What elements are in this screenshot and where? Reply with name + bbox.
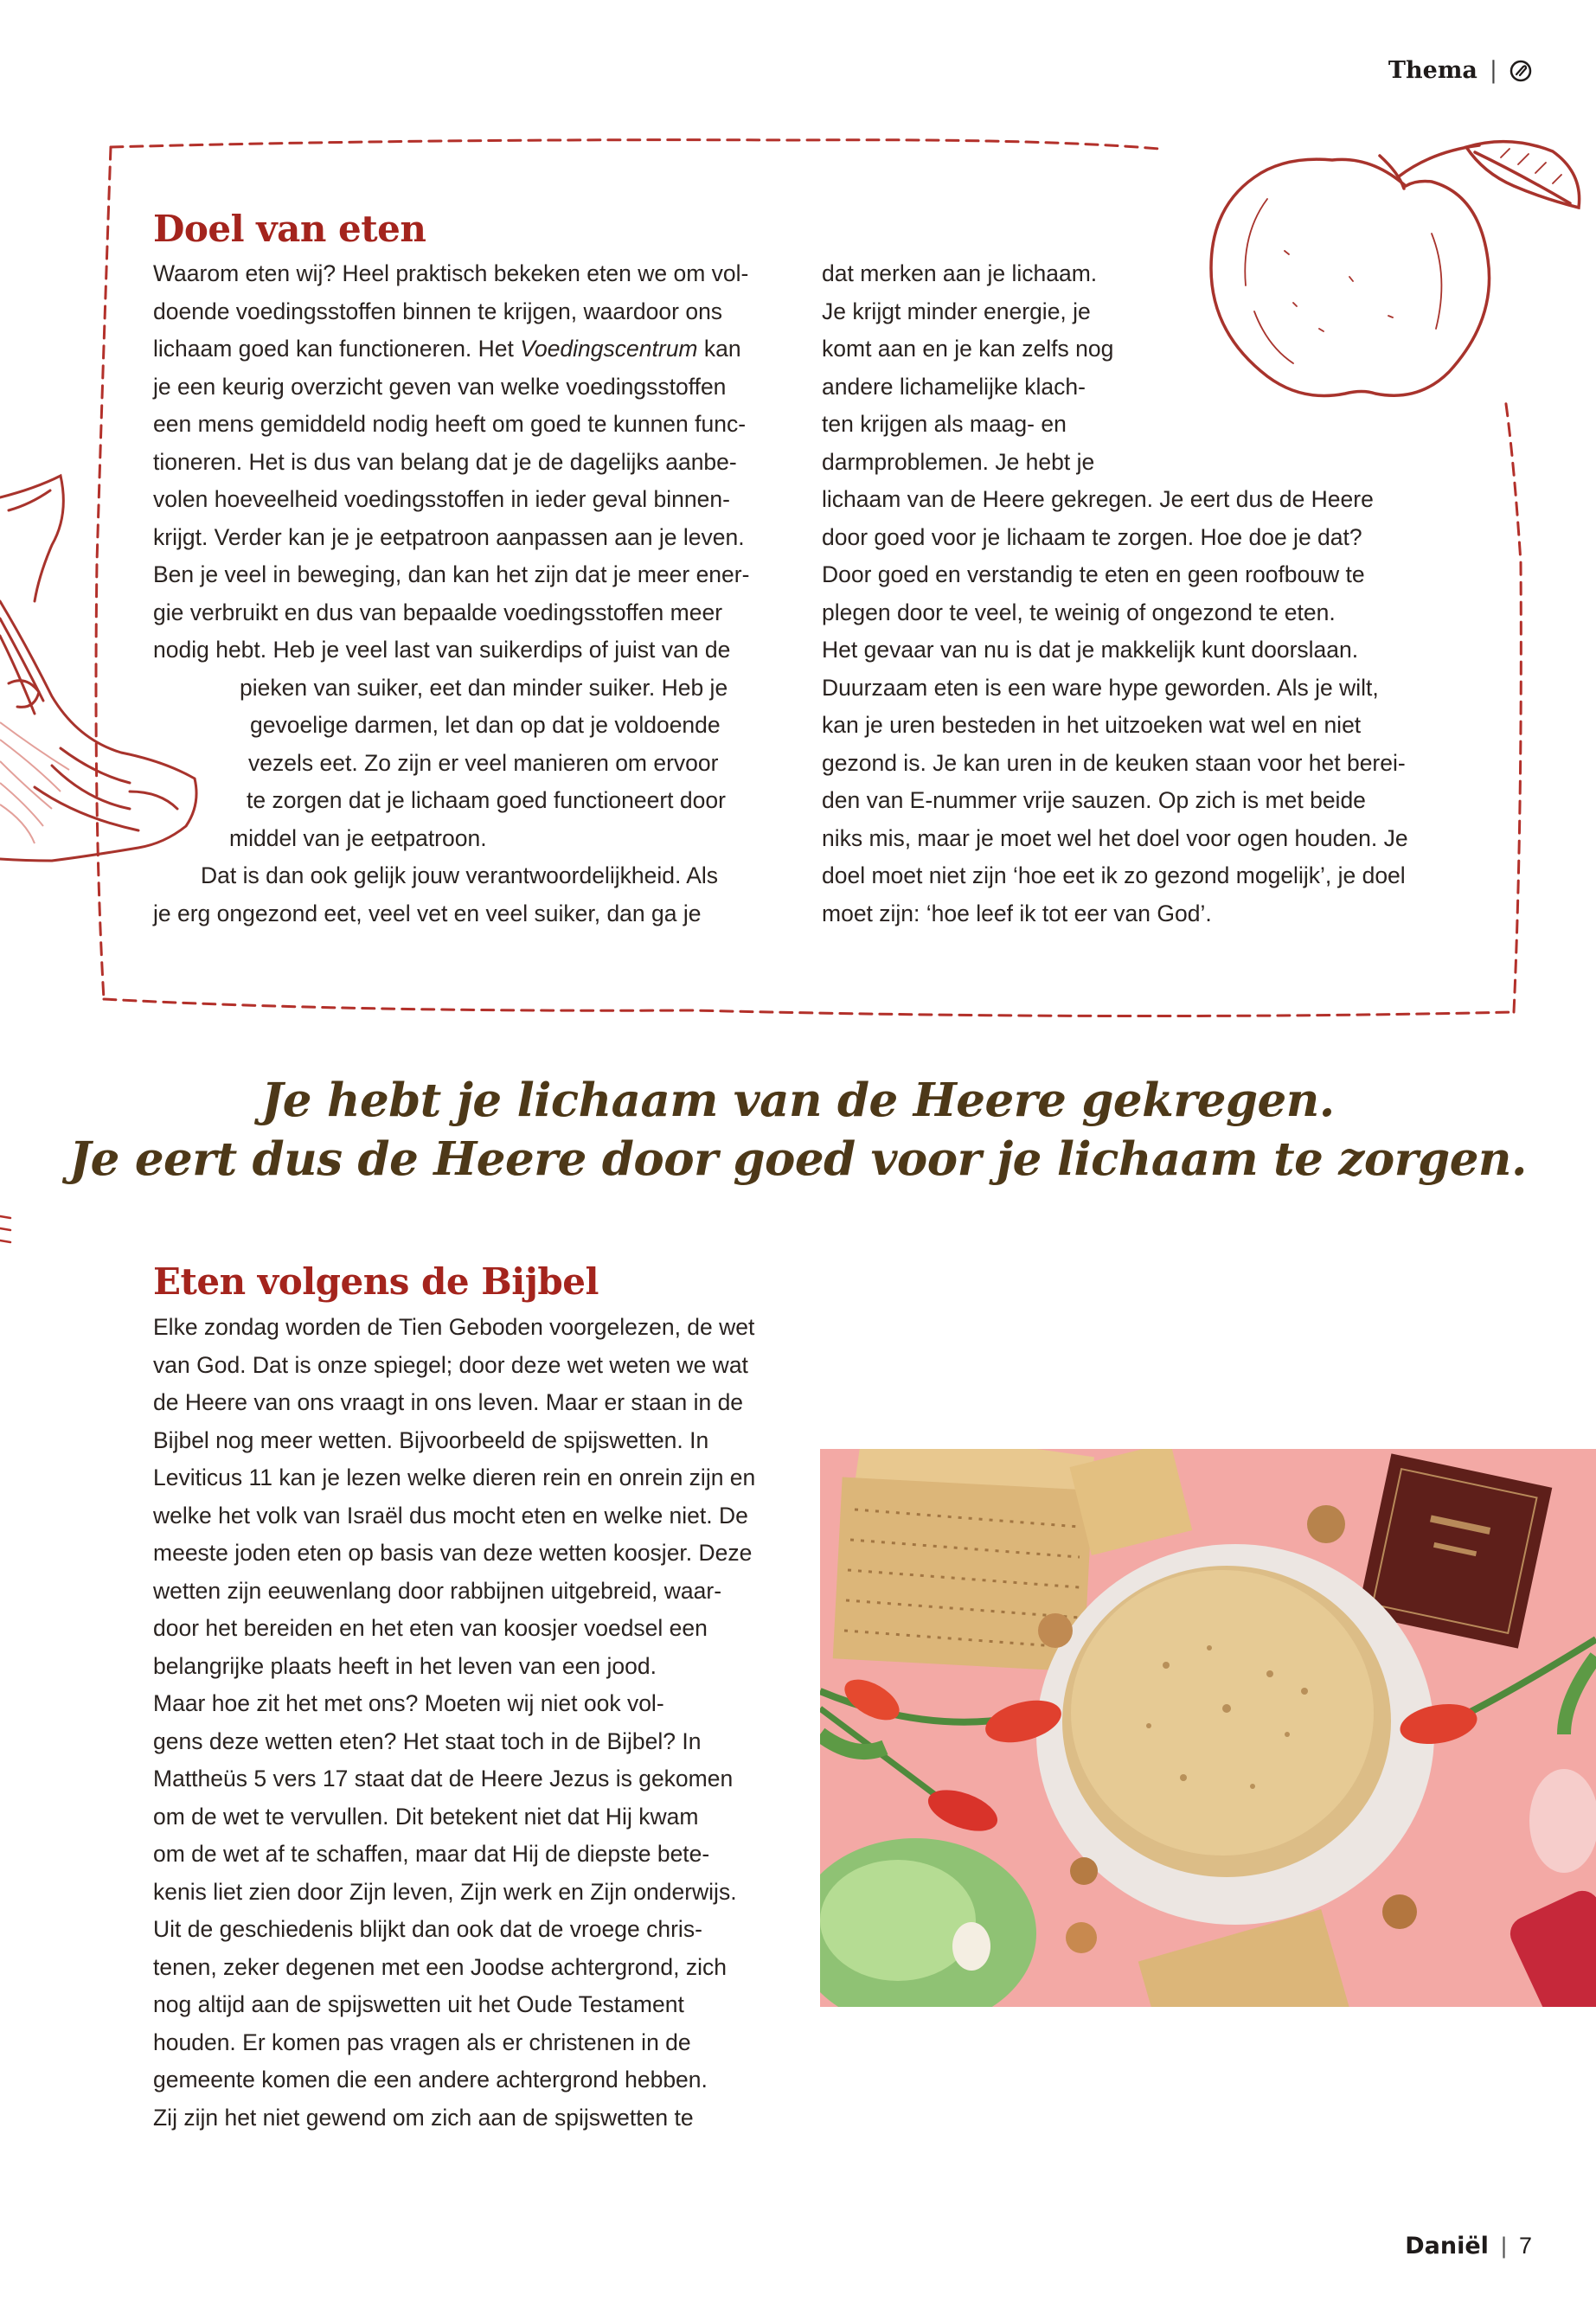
text-line: komt aan en je kan zelfs nog — [822, 336, 1114, 362]
edge-ticks — [0, 1211, 17, 1254]
text-line: middel van je eetpatroon. — [229, 824, 487, 851]
text-line: wetten zijn eeuwenlang door rabbijnen uitgebreid, waar- — [153, 1577, 722, 1604]
text-line: welke het volk van Israël dus mocht eten en welke niet. De — [153, 1502, 748, 1529]
text-line: Het gevaar van nu is dat je makkelijk kunt doorslaan. — [822, 637, 1359, 663]
text-line: doel moet niet zijn ‘hoe eet ik zo gezond mogelijk’, je doel — [822, 862, 1406, 888]
text-line: den van E-nummer vrije sauzen. Op zich is met beide — [822, 787, 1366, 813]
divider: | — [1500, 2233, 1507, 2259]
page-footer — [1405, 2233, 1532, 2259]
text-line: gie verbruikt en dus van bepaalde voedingsstoffen meer — [153, 599, 723, 625]
text-line: een mens gemiddeld nodig heeft om goed te kunnen func- — [153, 411, 747, 437]
text-line: door het bereiden en het eten van koosjer voedsel een — [153, 1615, 708, 1641]
doel-column-1 — [153, 255, 793, 933]
text-line: krijgt. Verder kan je je eetpatroon aanpassen aan je leven. — [153, 523, 745, 550]
text-line: je een keurig overzicht geven van welke voedingsstoffen — [153, 373, 727, 400]
text-line: Je krijgt minder energie, je — [822, 298, 1091, 324]
text-line: gezond is. Je kan uren in de keuken staan voor het berei- — [822, 749, 1406, 776]
text-line: moet zijn: ‘hoe leef ik tot eer van God’. — [822, 900, 1212, 926]
doel-column-2 — [822, 255, 1462, 933]
text-line: Duurzaam eten is een ware hype geworden. Als je wilt, — [822, 674, 1379, 701]
text-line: door goed voor je lichaam te zorgen. Hoe doe je dat? — [822, 523, 1362, 550]
text-line: Leviticus 11 kan je lezen welke dieren rein en onrein zijn en — [153, 1465, 756, 1490]
divider: | — [1489, 57, 1497, 84]
text-line: Uit de geschiedenis blijkt dan ook dat de vroege chris- — [153, 1916, 702, 1942]
text-line: meeste joden eten op basis van deze wetten koosjer. Deze — [153, 1540, 753, 1566]
bijbel-column — [153, 1309, 793, 2137]
text-line: volen hoeveelheid voedingsstoffen in ieder geval binnen- — [153, 486, 730, 512]
text-line: Door goed en verstandig te eten en geen roofbouw te — [822, 561, 1365, 587]
text-line: Waarom eten wij? Heel praktisch bekeken eten we om vol- — [153, 260, 749, 286]
text-line: gens deze wetten eten? Het staat toch in de Bijbel? In — [153, 1727, 702, 1754]
text-line: dat merken aan je lichaam. — [822, 260, 1098, 286]
pull-quote-line: Je hebt je lichaam van de Heere gekregen. — [261, 1074, 1335, 1127]
text-line: Mattheüs 5 vers 17 staat dat de Heere Jezus is gekomen — [153, 1766, 734, 1791]
text-line: Maar hoe zit het met ons? Moeten wij niet ook vol- — [153, 1690, 664, 1716]
text-line: Dat is dan ook gelijk jouw verantwoordelijkheid. Als — [201, 862, 719, 888]
section-title: Thema — [1388, 57, 1477, 84]
text-line: houden. Er komen pas vragen als er christenen in de — [153, 2029, 691, 2055]
text-line: je erg ongezond eet, veel vet en veel suiker, dan ga je — [153, 900, 702, 926]
text-line: om de wet af te schaffen, maar dat Hij de diepste bete- — [153, 1841, 710, 1867]
text-line: pieken van suiker, eet dan minder suiker. Heb je — [240, 674, 728, 701]
text-line: lichaam goed kan functioneren. Het Voedingscentrum kan — [153, 336, 741, 362]
text-line: lichaam van de Heere gekregen. Je eert dus de Heere — [822, 486, 1374, 512]
text-line: Ben je veel in beweging, dan kan het zijn dat je meer ener- — [153, 561, 750, 587]
text-line: te zorgen dat je lichaam goed functioneert door — [247, 787, 726, 813]
text-line: niks mis, maar je moet wel het doel voor ogen houden. Je — [822, 824, 1408, 851]
text-line: vezels eet. Zo zijn er veel manieren om ervoor — [248, 749, 719, 776]
paperclip-icon — [1509, 60, 1532, 82]
section-heading-bijbel: Eten volgens de Bijbel — [153, 1260, 599, 1303]
pull-quote — [0, 1071, 1596, 1189]
text-line: nodig hebt. Heb je veel last van suikerdips of juist van de — [153, 637, 731, 663]
text-line: tioneren. Het is dus van belang dat je de dagelijks aanbe- — [153, 448, 737, 475]
section-label — [1388, 57, 1532, 84]
text-line: plegen door te veel, te weinig of ongezond te eten. — [822, 599, 1336, 625]
voedingscentrum-name: Voedingscentrum — [520, 336, 698, 362]
text-line: Bijbel nog meer wetten. Bijvoorbeeld de spijswetten. In — [153, 1426, 709, 1453]
section-heading-doel: Doel van eten — [153, 208, 426, 250]
page-number: 7 — [1518, 2233, 1532, 2259]
text-line: belangrijke plaats heeft in het leven van een jood. — [153, 1652, 657, 1679]
text-line: Zij zijn het niet gewend om zich aan de spijswetten te — [153, 2104, 694, 2131]
text-line: kenis liet zien door Zijn leven, Zijn werk en Zijn onderwijs. — [153, 1878, 737, 1905]
text-line: tenen, zeker degenen met een Joodse achtergrond, zich — [153, 1953, 727, 1980]
pull-quote-line: Je eert dus de Heere door goed voor je lichaam te zorgen. — [69, 1132, 1527, 1186]
text-line: doende voedingsstoffen binnen te krijgen, waardoor ons — [153, 298, 723, 324]
text-line: de Heere van ons vraagt in ons leven. Maar er staan in de — [153, 1389, 744, 1415]
text-line: gemeente komen die een andere achtergrond hebben. — [153, 2067, 708, 2093]
text-line: gevoelige darmen, let dan op dat je voldoende — [250, 712, 721, 738]
text-line: ten krijgen als maag- en — [822, 411, 1067, 437]
text-line: nog altijd aan de spijswetten uit het Oude Testament — [153, 1991, 684, 2017]
magazine-name: Daniël — [1405, 2233, 1489, 2259]
matzah-photo-art — [820, 1449, 1596, 2007]
text-line: kan je uren besteden in het uitzoeken wat wel en niet — [822, 712, 1362, 738]
text-line: Elke zondag worden de Tien Geboden voorgelezen, de wet — [153, 1314, 755, 1340]
matzah-photo — [820, 1449, 1596, 2007]
text-line: om de wet te vervullen. Dit betekent niet dat Hij kwam — [153, 1803, 699, 1830]
text-line: andere lichamelijke klach- — [822, 373, 1086, 400]
text-line: darmproblemen. Je hebt je — [822, 448, 1095, 475]
text-line: van God. Dat is onze spiegel; door deze wet weten we wat — [153, 1351, 748, 1378]
